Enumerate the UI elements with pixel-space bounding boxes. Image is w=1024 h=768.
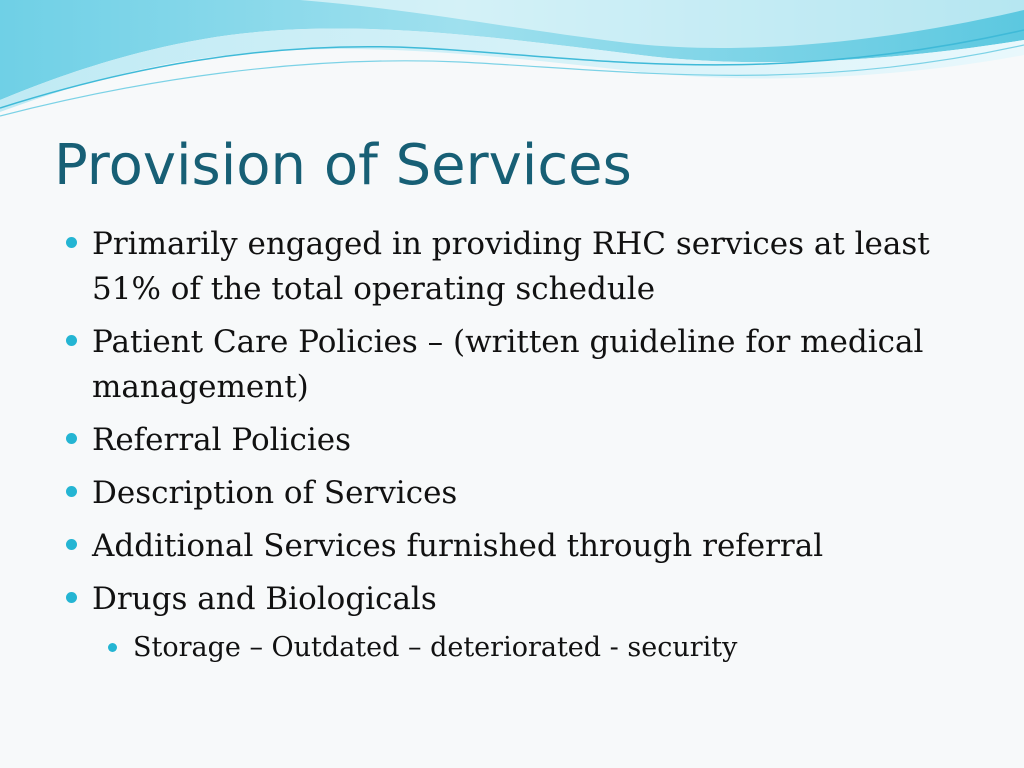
bullet-text: Additional Services furnished through referral — [92, 528, 824, 564]
sub-bullet-dot-icon — [108, 643, 117, 652]
bullet-dot-icon — [66, 486, 77, 497]
bullet-item — [92, 418, 964, 463]
bullet-item — [92, 222, 964, 312]
bullet-dot-icon — [66, 433, 77, 444]
bullet-dot-icon — [66, 592, 77, 603]
sub-bullet-item — [133, 628, 964, 668]
bullet-dot-icon — [66, 237, 77, 248]
bullet-dot-icon — [66, 335, 77, 346]
bullet-text: Primarily engaged in providing RHC services at least 51% of the total operating schedule — [92, 226, 930, 307]
bullet-list — [0, 222, 1024, 668]
bullet-item — [92, 320, 964, 410]
bullet-text: Patient Care Policies – (written guideline for medical management) — [92, 324, 924, 405]
bullet-item — [92, 471, 964, 516]
bullet-item — [92, 524, 964, 569]
bullet-text: Description of Services — [92, 475, 458, 511]
slide-title: Provision of Services — [54, 133, 632, 198]
bullet-text: Referral Policies — [92, 422, 352, 458]
decorative-wave-header — [0, 0, 1024, 130]
bullet-item — [92, 577, 964, 622]
bullet-text: Drugs and Biologicals — [92, 581, 437, 617]
bullet-dot-icon — [66, 539, 77, 550]
sub-bullet-text: Storage – Outdated – deteriorated - security — [133, 632, 738, 663]
